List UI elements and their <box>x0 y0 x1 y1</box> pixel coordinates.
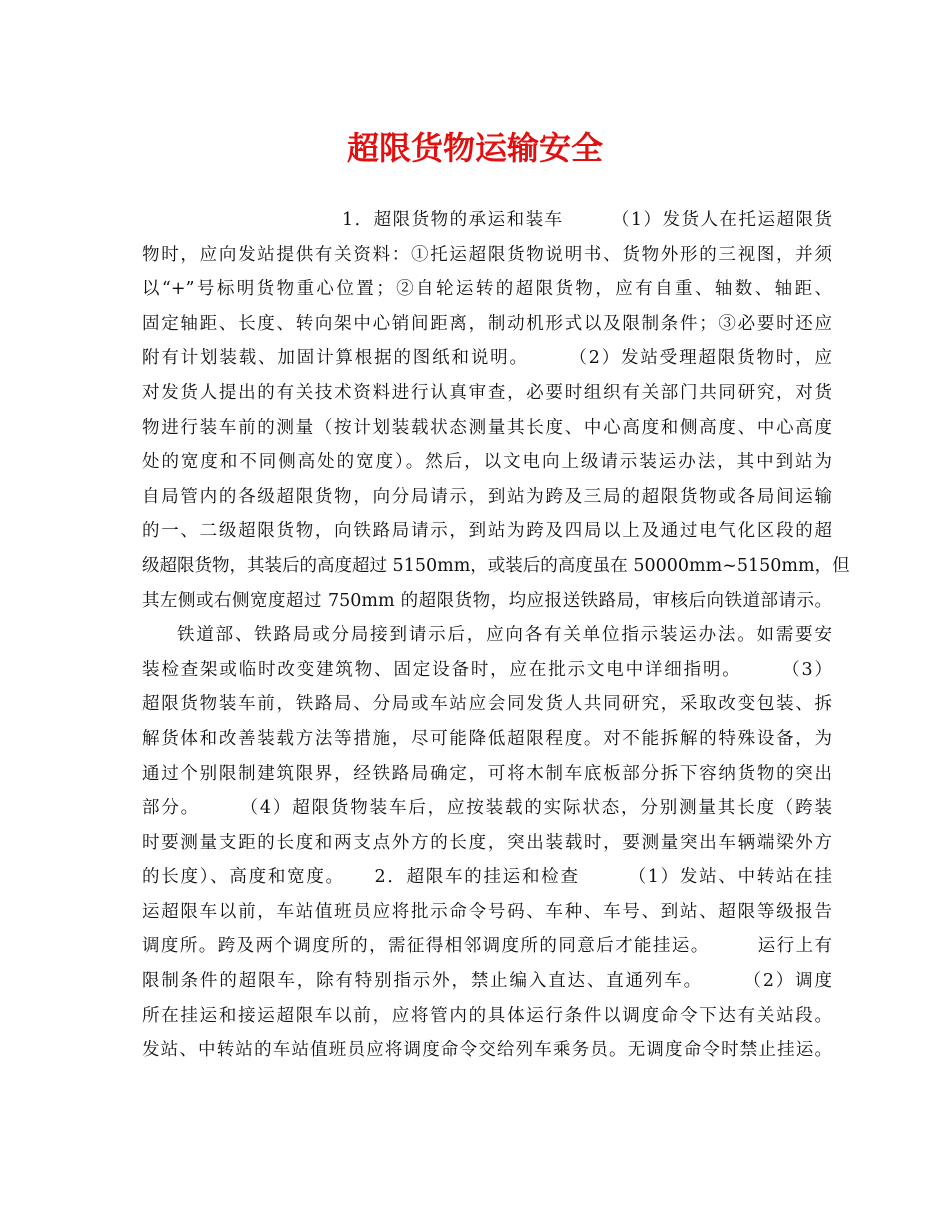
text-line: 解货体和改善装载方法等措施，尽可能降低超限程度。对不能拆解的特殊设备，为 <box>142 728 832 749</box>
text-line: 级超限货物，其装后的高度超过 5150mm，或装后的高度虽在 50000mm~5150mm，但 <box>142 555 850 576</box>
text-line: 以“+”号标明货物重心位置；②自轮运转的超限货物，应有自重、轴数、轴距、 <box>142 279 832 300</box>
text-line: 运超限车以前，车站值班员应将批示命令号码、车种、车号、到站、超限等级报告 <box>142 901 832 922</box>
text-line: 发站、中转站的车站值班员应将调度命令交给列车乘务员。无调度命令时禁止挂运。 <box>142 1040 832 1061</box>
text-line: 限制条件的超限车，除有特别指示外，禁止编入直达、直通列车。 （2）调度 <box>142 971 832 992</box>
text-line: 其左侧或右侧宽度超过 750mm 的超限货物，均应报送铁路局，审核后向铁道部请示。 <box>142 590 832 611</box>
document-body <box>142 203 850 1068</box>
text-line: 部分。 （4）超限货物装车后，应按装载的实际状态，分别测量其长度（跨装 <box>142 798 832 819</box>
text-line: 装检查架或临时改变建筑物、固定设备时，应在批示文电中详细指明。 （3） <box>142 659 832 680</box>
document-title: 超限货物运输安全 <box>346 129 603 167</box>
text-line: 1．超限货物的承运和装车 （1）发货人在托运超限货 <box>342 210 832 230</box>
text-line: 的长度）、高度和宽度。 2．超限车的挂运和检查 （1）发站、中转站在挂 <box>142 867 832 888</box>
text-line: 铁道部、铁路局或分局接到请示后，应向各有关单位指示装运办法。如需要安 <box>177 625 832 646</box>
text-line: 自局管内的各级超限货物，向分局请示，到站为跨及三局的超限货物或各局间运输 <box>142 486 832 507</box>
text-line: 时要测量支距的长度和两支点外方的长度，突出装载时，要测量突出车辆端梁外方 <box>142 832 832 853</box>
text-line: 物进行装车前的测量（按计划装载状态测量其长度、中心高度和侧高度、中心高度 <box>142 417 832 438</box>
text-line: 调度所。跨及两个调度所的，需征得相邻调度所的同意后才能挂运。 运行上有 <box>142 936 832 957</box>
text-line: 附有计划装载、加固计算根据的图纸和说明。 （2）发站受理超限货物时，应 <box>142 348 832 369</box>
text-line: 固定轴距、长度、转向架中心销间距离，制动机形式以及限制条件；③必要时还应 <box>142 313 832 334</box>
text-line: 所在挂运和接运超限车以前，应将管内的具体运行条件以调度命令下达有关站段。 <box>142 1005 832 1026</box>
text-line: 物时，应向发站提供有关资料：①托运超限货物说明书、货物外形的三视图，并须 <box>142 244 832 265</box>
text-line: 对发货人提出的有关技术资料进行认真审查，必要时组织有关部门共同研究，对货 <box>142 382 832 403</box>
text-line: 超限货物装车前，铁路局、分局或车站应会同发货人共同研究，采取改变包装、拆 <box>142 694 832 715</box>
text-line: 处的宽度和不同侧高处的宽度）。然后，以文电向上级请示装运办法，其中到站为 <box>142 452 832 473</box>
text-line: 的一、二级超限货物，向铁路局请示，到站为跨及四局以上及通过电气化区段的超 <box>142 521 832 542</box>
text-line: 通过个别限制建筑限界，经铁路局确定，可将木制车底板部分拆下容纳货物的突出 <box>142 763 832 784</box>
